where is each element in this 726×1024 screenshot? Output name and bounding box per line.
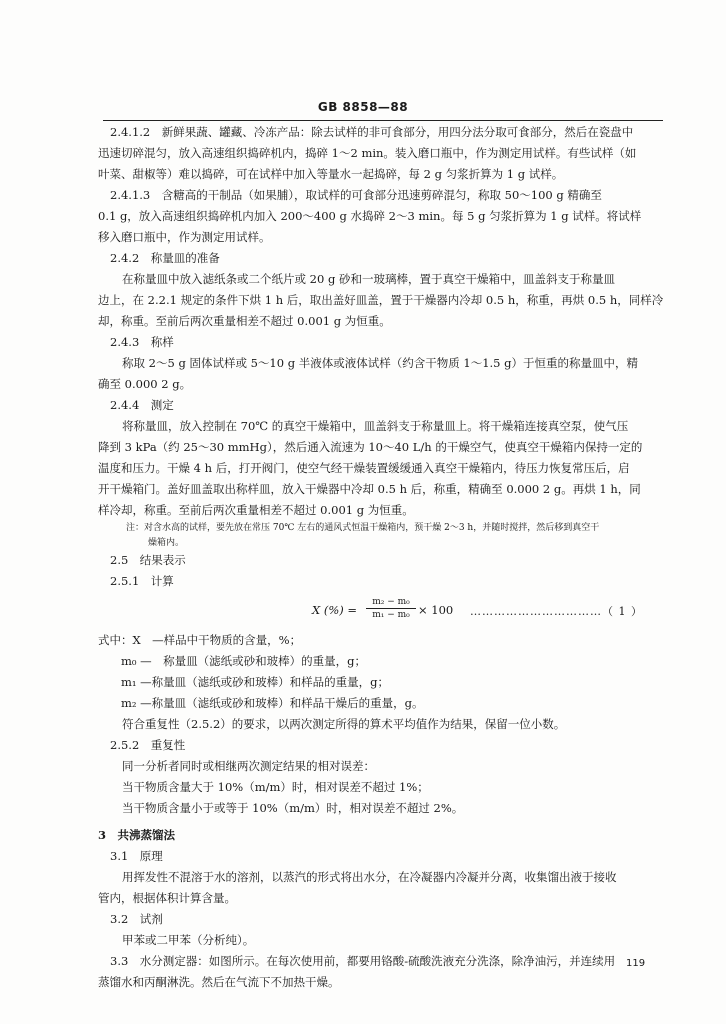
section-heading: 2.4.3 称样	[110, 335, 174, 349]
section-heading: 2.5 结果表示	[110, 553, 186, 567]
paragraph-line: 甲苯或二甲苯（分析纯）。	[122, 933, 255, 947]
formula-number: ……………………………（ 1 ）	[470, 605, 643, 618]
page-number: 119	[626, 958, 646, 969]
paragraph-line: 样冷却，称重。至前后两次重量相差不超过 0.001 g 为恒重。	[98, 503, 414, 517]
section-heading: 2.5.2 重复性	[110, 738, 186, 752]
paragraph-line: 移入磨口瓶中，作为测定用试样。	[98, 230, 271, 244]
paragraph-line: 迅速切碎混匀，放入高速组织捣碎机内，捣碎 1～2 min。装入磨口瓶中，作为测定用试样。有些试样（如	[98, 146, 637, 160]
paragraph-line: 降到 3 kPa（约 25～30 mmHg），然后通入流速为 10～40 L/h 的干燥空气，使真空干燥箱内保持一定的	[98, 440, 643, 454]
section-heading: 2.4.2 称量皿的准备	[110, 251, 220, 265]
formula-denominator: m₁ − m₀	[372, 610, 410, 620]
definition-line: 式中：X —样品中干物质的含量，%；	[98, 633, 302, 647]
paragraph-line: 边上，在 2.2.1 规定的条件下烘 1 h 后，取出盖好皿盖，置于干燥器内冷却 0.5 h，称重，再烘 0.5 h，同样冷	[98, 293, 664, 307]
formula-1	[98, 596, 666, 626]
paragraph-line: 0.1 g，放入高速组织捣碎机内加入 200～400 g 水捣碎 2～3 min。每 5 g 匀浆折算为 1 g 试样。将试样	[98, 209, 642, 223]
paragraph-line: 2.4.1.2 新鲜果蔬、罐藏、冷冻产品：除去试样的非可食部分，用四分法分取可食部分，然后在瓷盘中	[110, 125, 634, 139]
section-heading: 2.4.4 测定	[110, 398, 174, 412]
header-rule	[103, 120, 663, 121]
formula-fraction	[366, 596, 416, 621]
formula-numerator: m₂ − m₀	[366, 596, 416, 609]
note-text: 燥箱内。	[148, 538, 185, 548]
paragraph-line: 蒸馏水和丙酮淋洗。然后在气流下不加热干燥。	[98, 975, 340, 989]
document-body	[98, 122, 666, 993]
paragraph-line: 叶菜、甜椒等）难以捣碎，可在试样中加入等量水一起捣碎，每 2 g 匀浆折算为 1 g 试样。	[98, 167, 564, 181]
paragraph-line: 用挥发性不混溶于水的溶剂，以蒸汽的形式将出水分，在冷凝器内冷凝并分离，收集馏出液于接收	[122, 870, 617, 884]
formula-multiplier: × 100	[418, 603, 454, 617]
paragraph-line: 在称量皿中放入滤纸条或二个纸片或 20 g 砂和一玻璃棒，置于真空干燥箱中，皿盖斜支于称量皿	[122, 272, 615, 286]
paragraph-line: 确至 0.000 2 g。	[98, 377, 192, 391]
paragraph-line: 当干物质含量小于或等于 10%（m/m）时，相对误差不超过 2%。	[122, 801, 464, 815]
paragraph-line: 将称量皿，放入控制在 70℃ 的真空干燥箱中，皿盖斜支于称量皿上。将干燥箱连接真空泵，使气压	[122, 419, 629, 433]
definition-line: m₀ — 称量皿（滤纸或砂和玻棒）的重量，g；	[98, 654, 367, 668]
paragraph-line: 管内，根据体积计算含量。	[98, 891, 236, 905]
paragraph-line: 符合重复性（2.5.2）的要求，以两次测定所得的算术平均值作为结果，保留一位小数。	[122, 717, 566, 731]
section-heading: 3.2 试剂	[110, 912, 163, 926]
section-heading: 3.1 原理	[110, 849, 163, 863]
definition-line: m₁ —称量皿（滤纸或砂和玻棒）和样品的重量，g；	[98, 675, 390, 689]
note-text: 注：对含水高的试样，要先放在常压 70℃ 左右的通风式恒温干燥箱内，预干燥 2～3 h，并随时搅拌，然后移到真空干	[126, 523, 600, 533]
paragraph-line: 称取 2～5 g 固体试样或 5～10 g 半液体或液体试样（约含干物质 1～1.5 g）于恒重的称量皿中，精	[122, 356, 639, 370]
paragraph-line: 2.4.1.3 含糖高的干制品（如果脯），取试样的可食部分迅速剪碎混匀，称取 50～100 g 精确至	[110, 188, 602, 202]
paragraph-line: 3.3 水分测定器：如图所示。在每次使用前，都要用铬酸-硫酸洗液充分洗涤，除净油污，并连续用	[110, 954, 616, 968]
section-heading: 2.5.1 计算	[110, 574, 174, 588]
paragraph-line: 开干燥箱门。盖好皿盖取出称样皿，放入干燥器中冷却 0.5 h 后，称重，精确至 0.000 2 g。再烘 1 h，同	[98, 482, 641, 496]
definition-line: m₂ —称量皿（滤纸或砂和玻棒）和样品干燥后的重量，g。	[98, 696, 424, 710]
paragraph-line: 同一分析者同时或相继两次测定结果的相对误差：	[122, 759, 375, 773]
paragraph-line: 当干物质含量大于 10%（m/m）时，相对误差不超过 1%；	[122, 780, 429, 794]
paragraph-line: 温度和压力。干燥 4 h 后，打开阀门，使空气经干燥装置缓缓通入真空干燥箱内，待压力恢复常压后，启	[98, 461, 630, 475]
section-heading: 3 共沸蒸馏法	[98, 828, 176, 842]
standard-code: GB 8858—88	[317, 100, 409, 114]
paragraph-line: 却，称重。至前后两次重量相差不超过 0.001 g 为恒重。	[98, 314, 391, 328]
formula-lhs: X (%) =	[312, 603, 358, 617]
